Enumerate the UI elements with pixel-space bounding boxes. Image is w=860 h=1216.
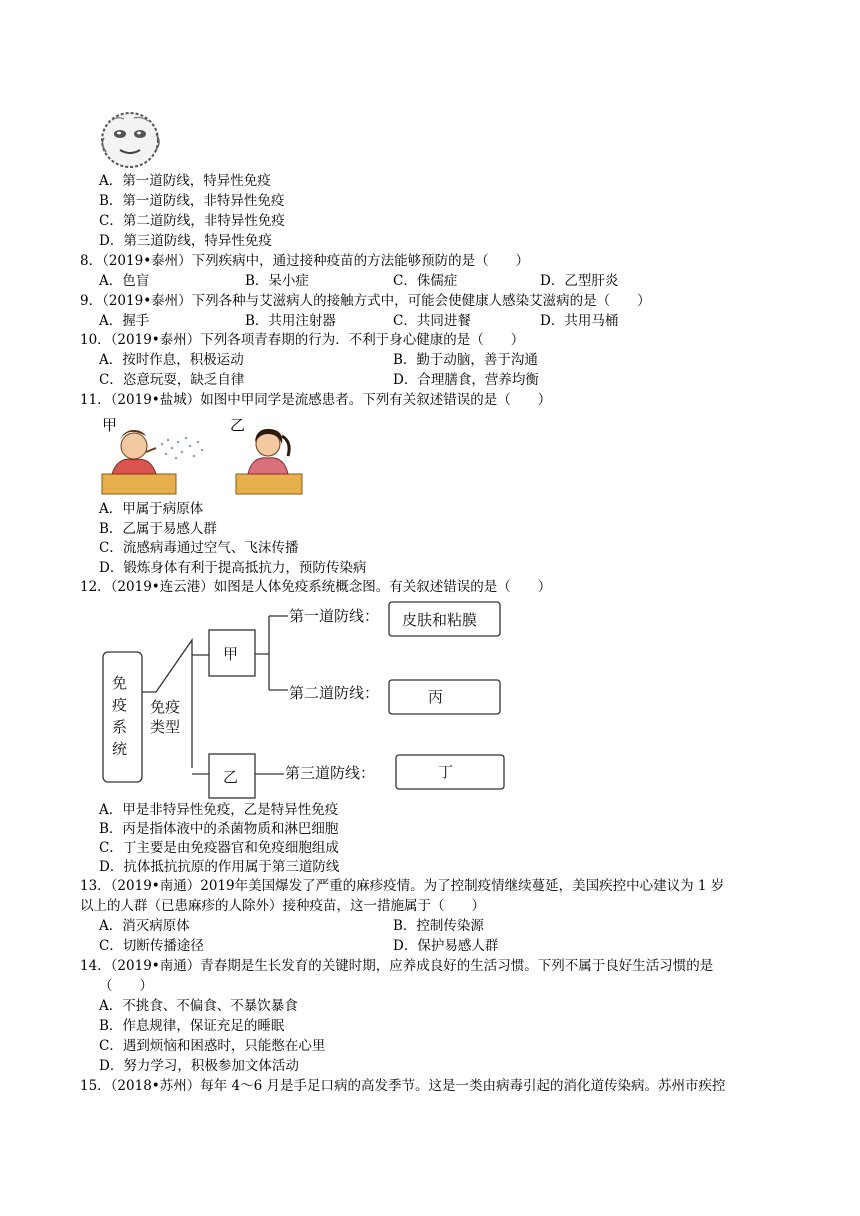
node-yi: 乙	[223, 768, 239, 786]
q9-option-b: B．共用注射器	[245, 313, 336, 329]
q13-stem-line1: 13．（2019•南通）2019年美国爆发了严重的麻疹疫情。为了控制疫情继续蔓延，美国疾控中心建议为 1 岁	[80, 878, 725, 894]
q13-option-d: D．保护易感人群	[393, 938, 499, 954]
q7-option-a: A．第一道防线，特异性免疫	[99, 173, 271, 189]
q10-option-b: B．勤于动脑，善于沟通	[393, 352, 538, 368]
q9-option-a: A．握手	[99, 313, 150, 329]
node-jia: 甲	[223, 645, 239, 663]
q9-stem: 9．（2019•泰州）下列各种与艾滋病人的接触方式中，可能会使健康人感染艾滋病的是（ ）	[80, 293, 651, 309]
root-char-1: 免	[112, 674, 128, 692]
defense-line-3: 第三道防线：	[285, 764, 376, 782]
defense-line-2: 第二道防线：	[289, 684, 380, 702]
q13-stem-line2: 以上的人群（已患麻疹的人除外）接种疫苗，这一措施属于（ ）	[80, 898, 485, 914]
q14-option-b: B．作息规律，保证充足的睡眠	[99, 1018, 285, 1034]
q14-option-d: D．努力学习，积极参加文体活动	[99, 1058, 299, 1074]
q7-option-c: C．第二道防线，非特异性免疫	[99, 213, 285, 229]
root-char-3: 系	[112, 718, 128, 736]
q13-option-b: B．控制传染源	[393, 918, 484, 934]
q7-option-b: B．第一道防线，非特异性免疫	[99, 193, 285, 209]
student-yi-label: 乙	[230, 416, 246, 434]
q15-stem-line1: 15．（2018•苏州）每年 4～6 月是手足口病的高发季节。这是一类由病毒引起的消化道传染病。苏州市疾控	[80, 1078, 726, 1094]
root-char-2: 疫	[112, 696, 128, 714]
q11-option-d: D．锻炼身体有利于提高抵抗力，预防传染病	[99, 560, 367, 576]
q11-option-b: B．乙属于易感人群	[99, 521, 217, 537]
q14-option-c: C．遇到烦恼和困惑时，只能憋在心里	[99, 1038, 326, 1054]
q10-option-d: D．合理膳食，营养均衡	[393, 372, 539, 388]
q13-option-c: C．切断传播途径	[99, 938, 204, 954]
q12-option-d: D．抗体抵抗抗原的作用属于第三道防线	[99, 859, 340, 875]
q12-stem: 12．（2019•连云港）如图是人体免疫系统概念图。有关叙述错误的是（ ）	[80, 579, 552, 595]
q10-option-c: C．恣意玩耍，缺乏自律	[99, 372, 245, 388]
q9-option-d: D．共用马桶	[540, 313, 619, 329]
q14-stem-line1: 14．（2019•南通）青春期是生长发育的关键时期，应养成良好的生活习惯。下列不属于良好生活习惯的是	[80, 958, 714, 974]
q10-stem: 10．（2019•泰州）下列各项青春期的行为．不利于身心健康的是（ ）	[80, 332, 525, 348]
q12-option-a: A．甲是非特异性免疫，乙是特异性免疫	[99, 802, 339, 818]
q11-stem: 11．（2019•盐城）如图中甲同学是流感患者。下列有关叙述错误的是（ ）	[80, 392, 552, 408]
q8-option-a: A．色盲	[99, 273, 150, 289]
box-skin-mucosa: 皮肤和粘膜	[402, 611, 478, 629]
box-bing: 丙	[428, 688, 444, 706]
q8-stem: 8．（2019•泰州）下列疾病中，通过接种疫苗的方法能够预防的是（ ）	[80, 253, 530, 269]
q10-option-a: A．按时作息，积极运动	[99, 352, 244, 368]
types-label-2: 类型	[150, 718, 181, 736]
q7-option-d: D．第三道防线，特异性免疫	[99, 233, 272, 249]
q14-option-a: A．不挑食、不偏食、不暴饮暴食	[99, 998, 298, 1014]
q12-option-c: C．丁主要是由免疫器官和免疫细胞组成	[99, 840, 339, 856]
defense-line-1: 第一道防线：	[289, 607, 380, 625]
q11-option-c: C．流感病毒通过空气、飞沫传播	[99, 540, 299, 556]
q8-option-d: D．乙型肝炎	[540, 273, 619, 289]
box-ding: 丁	[438, 763, 454, 781]
q9-option-c: C．共同进餐	[393, 313, 471, 329]
q13-option-a: A．消灭病原体	[99, 918, 190, 934]
student-jia-label: 甲	[102, 416, 118, 434]
q11-option-a: A．甲属于病原体	[99, 501, 204, 517]
q8-option-c: C．侏儒症	[393, 273, 458, 289]
q14-stem-line2: （ ）	[99, 978, 153, 994]
root-char-4: 统	[112, 740, 128, 758]
q8-option-b: B．呆小症	[245, 273, 309, 289]
types-label-1: 免疫	[150, 698, 181, 716]
q12-option-b: B．丙是指体液中的杀菌物质和淋巴细胞	[99, 821, 339, 837]
